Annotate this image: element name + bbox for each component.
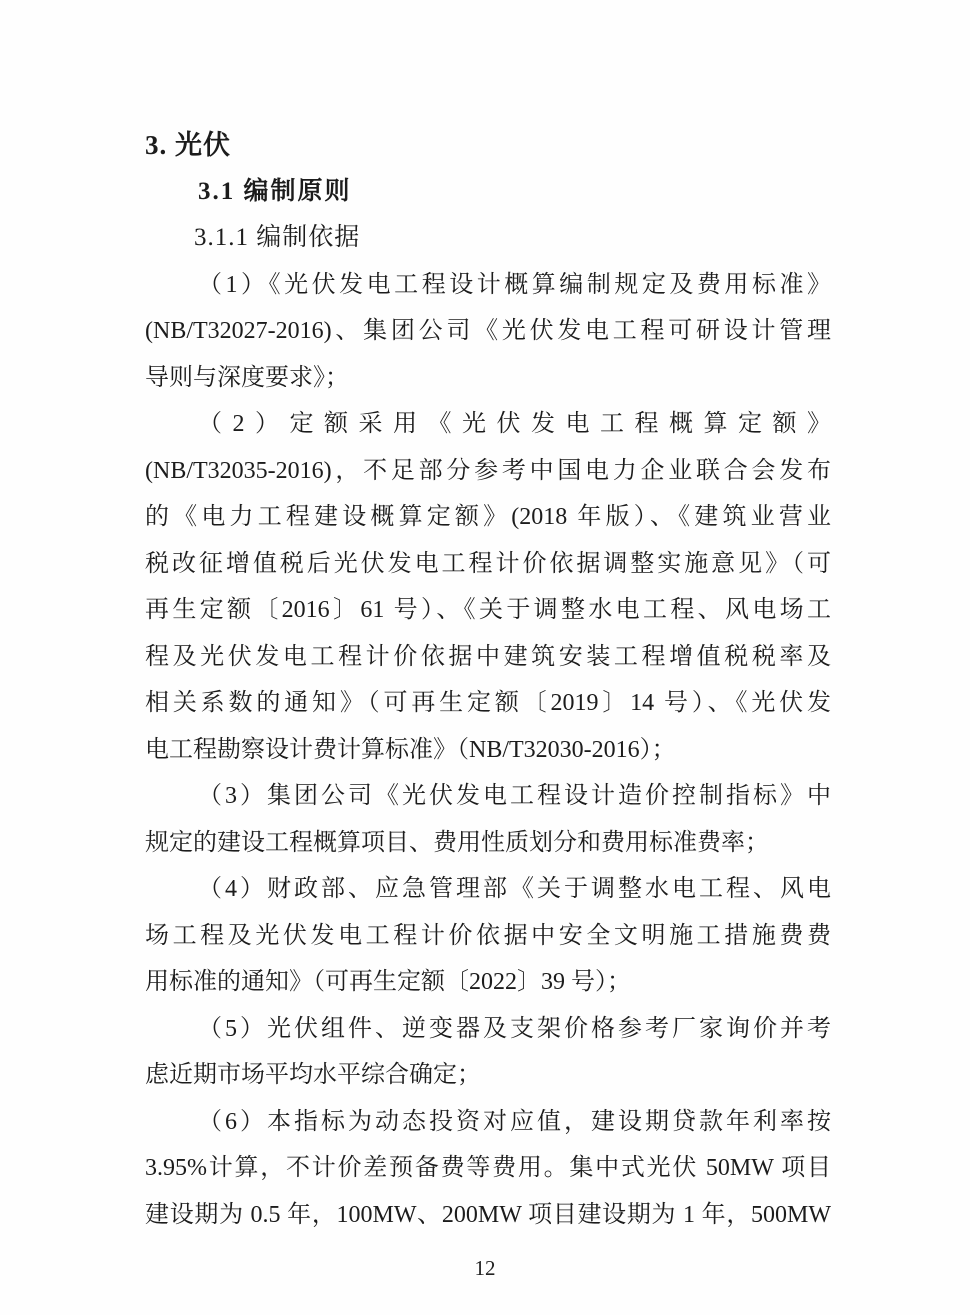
- paragraph-line: 建设期为 0.5 年，100MW、200MW 项目建设期为 1 年，500MW: [145, 1201, 831, 1228]
- paragraph-line: （1）《光伏发电工程设计概算编制规定及费用标准》: [198, 271, 831, 298]
- paragraph-line: 程及光伏发电工程计价依据中建筑安装工程增值税税率及: [145, 643, 831, 670]
- paragraph-line: 用标准的通知》（可再生定额〔2022〕39 号）；: [145, 969, 631, 995]
- paragraph-line: （3）集团公司《光伏发电工程设计造价控制指标》中: [198, 783, 831, 809]
- paragraph-line: 规定的建设工程概算项目、费用性质划分和费用标准费率；: [145, 829, 769, 856]
- paragraph-line: （6）本指标为动态投资对应值，建设期贷款年利率按: [198, 1108, 831, 1135]
- section-heading: 3.1 编制原则: [198, 177, 352, 205]
- page-body: [145, 122, 831, 1238]
- paragraph-line: （4）财政部、应急管理部《关于调整水电工程、风电: [198, 876, 831, 902]
- paragraph-line: 电工程勘察设计费计算标准》（NB/T32030-2016）；: [145, 736, 676, 763]
- paragraph-line: (NB/T32035-2016)，不足部分参考中国电力企业联合会发布: [145, 457, 831, 484]
- paragraph-line: 税改征增值税后光伏发电工程计价依据调整实施意见》（可: [145, 550, 831, 577]
- paragraph-line: (NB/T32027-2016)、集团公司《光伏发电工程可研设计管理: [145, 318, 831, 344]
- paragraph-line: 3.95%计算，不计价差预备费等费用。集中式光伏 50MW 项目: [145, 1155, 831, 1181]
- paragraph-line: 再生定额〔2016〕61 号）、《关于调整水电工程、风电场工: [145, 597, 831, 623]
- paragraph-line: （2）定额采用《光伏发电工程概算定额》: [198, 411, 831, 437]
- page-number: 12: [474, 1256, 496, 1280]
- paragraph-line: 的《电力工程建设概算定额》(2018 年版）、《建筑业营业: [145, 504, 831, 530]
- paragraph-line: 虑近期市场平均水平综合确定；: [145, 1062, 481, 1088]
- paragraph-line: 场工程及光伏发电工程计价依据中安全文明施工措施费费: [145, 922, 831, 949]
- paragraph-line: （5）光伏组件、逆变器及支架价格参考厂家询价并考: [198, 1015, 831, 1042]
- paragraph-line: 相关系数的通知》（可再生定额〔2019〕14 号）、《光伏发: [145, 690, 831, 716]
- paragraph-line: 导则与深度要求》；: [145, 364, 349, 391]
- chapter-heading: 3. 光伏: [145, 130, 231, 160]
- subsection-heading: 3.1.1 编制依据: [194, 224, 361, 251]
